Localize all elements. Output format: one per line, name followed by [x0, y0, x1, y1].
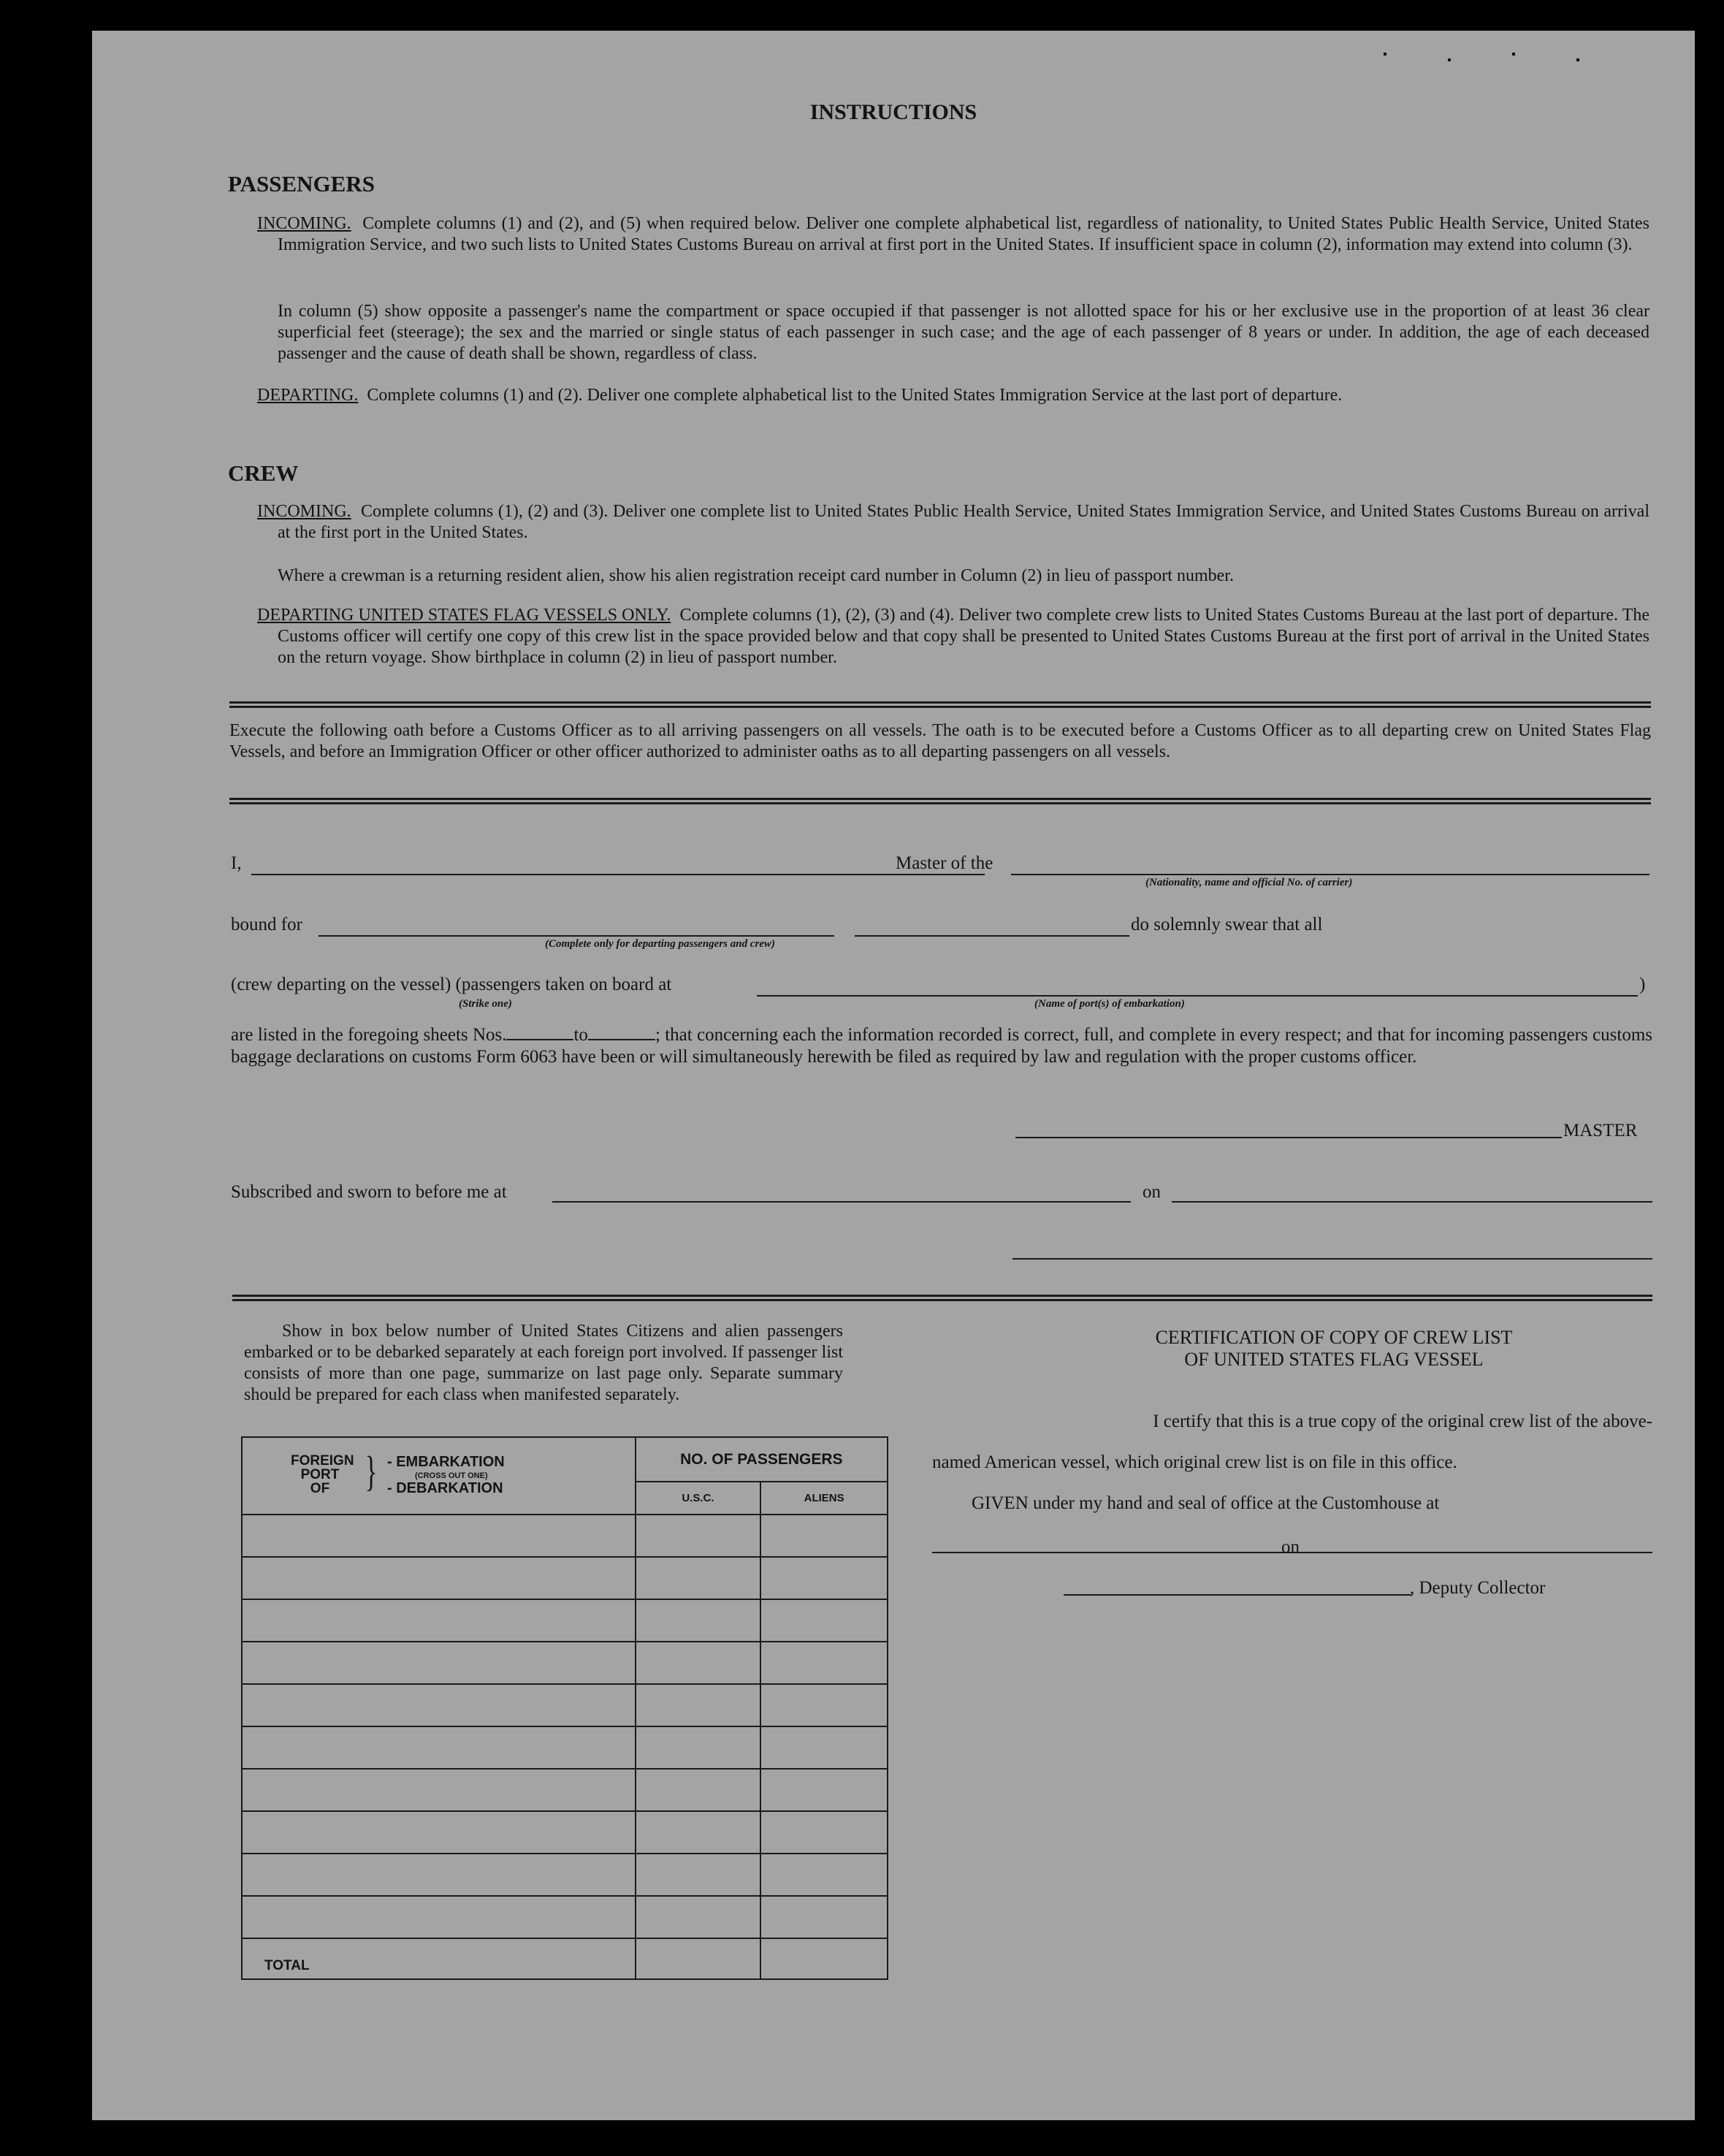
officer-signature-field[interactable]	[1012, 1258, 1652, 1260]
aliens-cell[interactable]	[760, 1515, 888, 1557]
oath-i: I,	[231, 853, 242, 873]
subscribed-label: Subscribed and sworn to before me at	[231, 1182, 507, 1202]
to-label: to	[573, 1025, 588, 1045]
port-cell[interactable]	[242, 1769, 636, 1811]
master-signature-field[interactable]	[1015, 1137, 1562, 1138]
usc-cell[interactable]	[636, 1726, 761, 1769]
passengers-heading: PASSENGERS	[228, 171, 375, 197]
aliens-cell[interactable]	[760, 1769, 888, 1811]
scan-speck	[1384, 53, 1387, 56]
listed-post: ; that concerning each the information recorded is correct, full, and complete in every respect; and that for incoming passengers customs baggage declarations on customs Form 6063 have been or will simultaneously herewith be filed as required by law and regulation with the proper customs officer.	[231, 1025, 1652, 1067]
deputy-signature-field[interactable]	[1064, 1594, 1411, 1596]
usc-cell[interactable]	[636, 1684, 761, 1726]
port-cell[interactable]	[242, 1599, 636, 1642]
given-text: GIVEN under my hand and seal of office at the Customhouse at	[972, 1493, 1440, 1513]
crew-heading: CREW	[228, 460, 299, 486]
cert-date-field[interactable]	[1312, 1552, 1652, 1553]
on-label: on	[1143, 1182, 1161, 1202]
crew-departing-label: DEPARTING UNITED STATES FLAG VESSELS ONLY.	[257, 606, 671, 625]
certification-title-line2: OF UNITED STATES FLAG VESSEL	[1184, 1349, 1484, 1370]
usc-cell[interactable]	[636, 1896, 761, 1938]
listed-pre: are listed in the foregoing sheets Nos.	[231, 1025, 507, 1045]
deputy-collector-label: , Deputy Collector	[1410, 1578, 1546, 1598]
crew-incoming-text: Complete columns (1), (2) and (3). Deliver one complete list to United States Public Health Service, United States Immigration Service, and United States Customs Bureau on arrival at the first port in the United States.	[278, 502, 1649, 542]
embarkation-label: - EMBARKATION	[387, 1454, 505, 1470]
aliens-cell[interactable]	[760, 1599, 888, 1642]
sworn-date-field[interactable]	[1172, 1201, 1652, 1203]
ports-note: (Name of port(s) of embarkation)	[1034, 998, 1185, 1010]
usc-cell[interactable]	[636, 1769, 761, 1811]
passengers-incoming-label: INCOMING.	[257, 214, 351, 233]
port-cell[interactable]	[242, 1557, 636, 1599]
brace-icon: }	[365, 1447, 378, 1495]
crew-departing-text: Complete columns (1), (2), (3) and (4). Deliver two complete crew lists to United States Customs Bureau at the last port of departure. The Customs officer will certify one copy of this crew list in the space provided below and that copy shall be presented to United States Customs Bureau at the first port of arrival in the United States on the return voyage. Show birthplace in column (2) in lieu of passport number.	[278, 606, 1649, 667]
port-header-cell	[242, 1437, 636, 1515]
aliens-cell[interactable]	[760, 1642, 888, 1684]
departing-note: (Complete only for departing passengers and crew)	[545, 938, 775, 950]
port-cell[interactable]	[242, 1515, 636, 1557]
sworn-place-field[interactable]	[552, 1201, 1131, 1203]
close-paren: )	[1639, 975, 1646, 994]
passengers-departing-text: Complete columns (1) and (2). Deliver one complete alphabetical list to the United States Immigration Service at the last port of departure.	[367, 386, 1343, 405]
usc-header: U.S.C.	[636, 1482, 761, 1515]
summary-instructions: Show in box below number of United States Citizens and alien passengers embarked or to be debarked separately at each foreign port involved. If passenger list consists of more than one page, summarize on last page only. Separate summary should be prepared for each class when manifested separately.	[244, 1322, 843, 1404]
master-of-the-label: Master of the	[896, 853, 993, 873]
ports-field[interactable]	[757, 995, 1638, 997]
usc-cell[interactable]	[636, 1811, 761, 1854]
scan-speck	[1512, 53, 1515, 56]
aliens-header: ALIENS	[760, 1482, 888, 1515]
port-cell[interactable]	[242, 1896, 636, 1938]
sheet-from-field[interactable]	[506, 1026, 573, 1040]
usc-cell[interactable]	[636, 1642, 761, 1684]
listed-statement	[231, 1024, 1652, 1068]
aliens-cell[interactable]	[760, 1684, 888, 1726]
customhouse-field[interactable]	[932, 1552, 1366, 1553]
passengers-incoming	[257, 213, 1649, 256]
strike-one-note: (Strike one)	[459, 998, 512, 1010]
port-cell[interactable]	[242, 1684, 636, 1726]
crew-departing-text: (crew departing on the vessel) (passengers taken on board at	[231, 975, 672, 994]
crew-incoming	[257, 501, 1649, 544]
usc-cell[interactable]	[636, 1557, 761, 1599]
oath-instruction: Execute the following oath before a Customs Officer as to all arriving passengers on all vessels. The oath is to be executed before a Customs Officer as to all departing crew on United States Flag Vessels, and before an Immigration Officer or other officer authorized to administer oaths as to all departing passengers on all vessels.	[229, 721, 1651, 761]
divider	[232, 1295, 1652, 1301]
port-cell[interactable]	[242, 1811, 636, 1854]
aliens-total-cell[interactable]	[760, 1938, 888, 1979]
debarkation-label: - DEBARKATION	[387, 1480, 503, 1496]
page-title: INSTRUCTIONS	[809, 100, 977, 124]
foreign-port-of-label: FOREIGN PORT OF	[291, 1453, 354, 1496]
scan-speck	[1448, 58, 1451, 61]
aliens-cell[interactable]	[760, 1557, 888, 1599]
usc-cell[interactable]	[636, 1599, 761, 1642]
nationality-note: (Nationality, name and official No. of carrier)	[1145, 877, 1353, 888]
usc-total-cell[interactable]	[636, 1938, 761, 1979]
bound-for-field[interactable]	[319, 935, 834, 937]
cert-on-label: on	[1281, 1537, 1300, 1557]
aliens-cell[interactable]	[760, 1726, 888, 1769]
port-cell[interactable]	[242, 1854, 636, 1896]
passengers-column5: In column (5) show opposite a passenger's name the compartment or space occupied if that passenger is not allotted space for his or her exclusive use in the proportion of at least 36 clear superficial feet (steerage); the sex and the married or single status of each passenger in such case; and the age of each passenger of 8 years or under. In addition, the age of each deceased passenger and the cause of death shall be shown, regardless of class.	[278, 302, 1649, 363]
certify-line1: I certify that this is a true copy of the original crew list of the above-	[1153, 1412, 1652, 1431]
carrier-field[interactable]	[1011, 874, 1649, 875]
sheet-to-field[interactable]	[588, 1026, 655, 1040]
form-page	[92, 31, 1695, 2120]
passengers-departing-label: DEPARTING.	[257, 386, 359, 405]
aliens-cell[interactable]	[760, 1896, 888, 1938]
aliens-cell[interactable]	[760, 1854, 888, 1896]
usc-cell[interactable]	[636, 1854, 761, 1896]
certification-title-line1: CERTIFICATION OF COPY OF CREW LIST	[1155, 1327, 1513, 1348]
aliens-cell[interactable]	[760, 1811, 888, 1854]
passengers-incoming-text: Complete columns (1) and (2), and (5) when required below. Deliver one complete alphabetical list, regardless of nationality, to United States Public Health Service, United States Immigration Service, and two such lists to United States Customs Bureau on arrival at first port in the United States. If insufficient space in column (2), information may extend into column (3).	[278, 214, 1649, 254]
bound-for-field-2[interactable]	[855, 935, 1129, 937]
divider	[229, 701, 1651, 708]
crew-departing	[257, 605, 1649, 668]
passengers-departing	[257, 385, 1649, 406]
usc-cell[interactable]	[636, 1515, 761, 1557]
port-cell[interactable]	[242, 1642, 636, 1684]
no-of-passengers-header: NO. OF PASSENGERS	[636, 1437, 888, 1482]
total-label: TOTAL	[242, 1938, 636, 1979]
bound-for-label: bound for	[231, 915, 302, 934]
crew-incoming-label: INCOMING.	[257, 502, 351, 521]
certification-title	[1005, 1327, 1663, 1371]
swear-text: do solemnly swear that all	[1131, 915, 1323, 934]
passenger-summary-table	[241, 1436, 888, 1980]
port-cell[interactable]	[242, 1726, 636, 1769]
certify-line2: named American vessel, which original crew list is on file in this office.	[932, 1452, 1457, 1472]
master-name-field[interactable]	[251, 874, 985, 875]
crew-resident-alien: Where a crewman is a returning resident alien, show his alien registration receipt card number in Column (2) in lieu of passport number.	[278, 566, 1234, 585]
master-label: MASTER	[1563, 1121, 1638, 1140]
cross-out-note: (CROSS OUT ONE)	[415, 1471, 488, 1480]
divider	[229, 798, 1651, 804]
scan-speck	[1576, 58, 1579, 61]
